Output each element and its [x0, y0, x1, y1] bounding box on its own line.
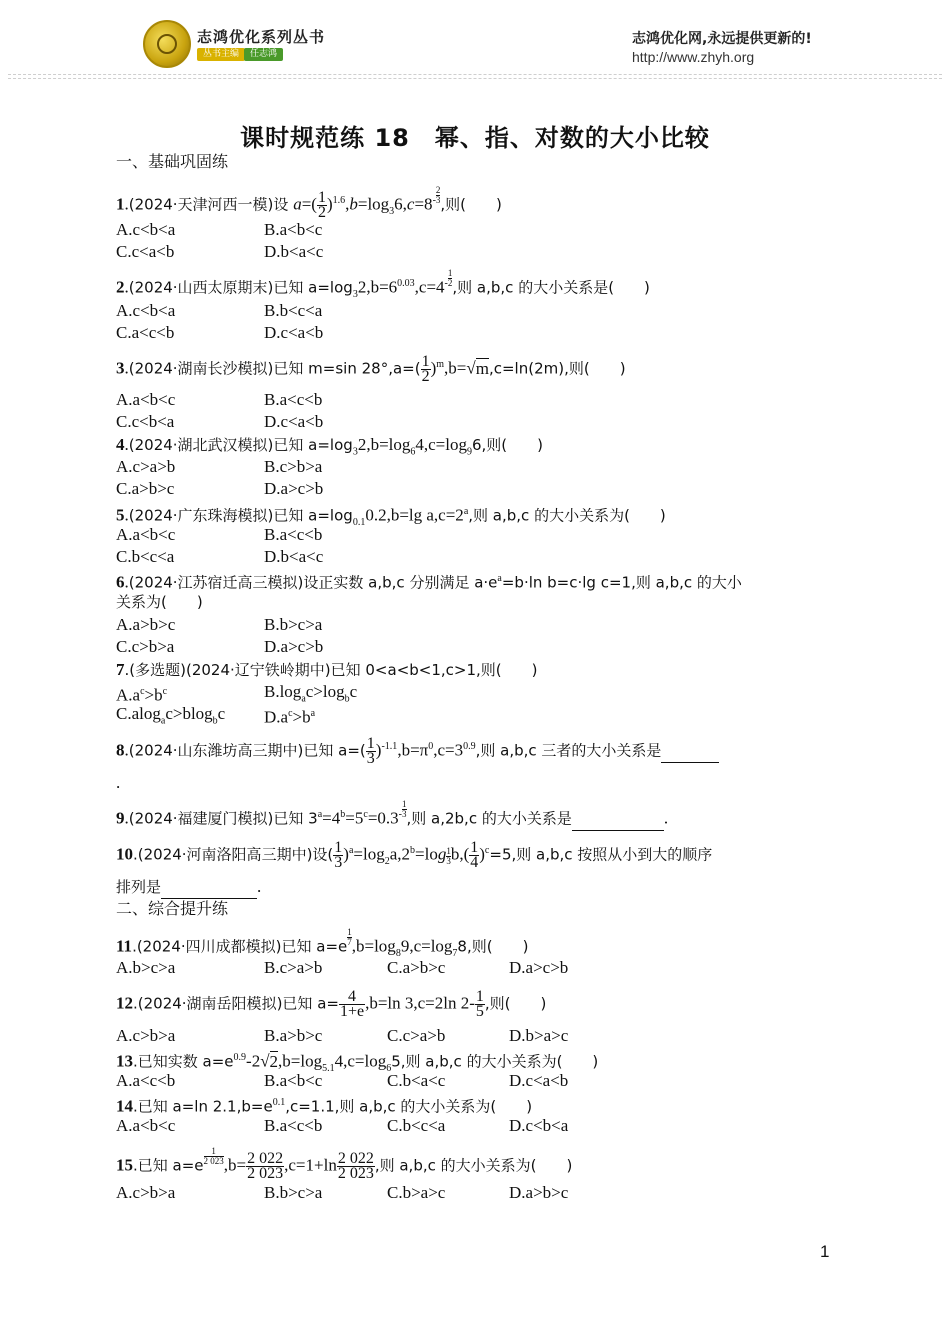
series-brand: 志鸿优化系列丛书 [197, 28, 326, 46]
q1-option-d[interactable]: D.b<a<c [264, 242, 324, 261]
question-12: 12.(2024·湖南岳阳模拟)已知 a= $\frac{4}{1+e}$ ,b=ln 3,c=2ln 2- $\frac{1}{5}$ ,则( ) [116, 988, 547, 1020]
q14-option-b[interactable]: B.a<c<b [264, 1116, 323, 1135]
q5-option-d[interactable]: D.b<a<c [264, 547, 324, 566]
q14-option-a[interactable]: A.a<b<c [116, 1116, 176, 1135]
q5-option-b[interactable]: B.a<c<b [264, 525, 323, 544]
q13-option-c[interactable]: C.b<a<c [387, 1071, 446, 1090]
q15-option-d[interactable]: D.a>b>c [509, 1183, 569, 1202]
q2-option-d[interactable]: D.c<a<b [264, 323, 324, 342]
question-5: 5.(2024·广东珠海模拟)已知 $a=\log_{0.1}0.2,b=\lg$ $a,c=2^a$,则 a,b,c 的大小关系为( ) [116, 505, 666, 529]
question-10-cont: 排列是 . [116, 876, 261, 899]
q11-option-d[interactable]: D.a>c>b [509, 958, 569, 977]
q7-option-b[interactable]: $B.\log_ac>\log_bc$ [264, 682, 358, 705]
question-2: 2.(2024·山西太原期末)已知 $a=\log_32,b=6^{0.03},c=4^-$ $\frac{1}{2}$,则 a,b,c 的大小关系是( ) [116, 268, 650, 301]
q11-option-a[interactable]: A.b>c>a [116, 958, 176, 977]
editor-name-tag: 任志鸿 [244, 48, 283, 61]
q12-option-a[interactable]: A.c>b>a [116, 1026, 176, 1045]
q6-option-d[interactable]: D.a>c>b [264, 637, 324, 656]
q13-option-a[interactable]: A.a<c<b [116, 1071, 176, 1090]
q15-option-b[interactable]: B.b>c>a [264, 1183, 323, 1202]
answer-blank[interactable] [161, 876, 257, 899]
page-header [0, 0, 950, 80]
page-title: 课时规范练 18 幂、指、对数的大小比较 [240, 124, 710, 152]
question-1: 1.(2024·天津河西一模)设 a=( $\frac{1}{2}$ )$^{1.6},b=\log_36,c=8^-$ $\frac{2}{3}$,则( ) [116, 185, 502, 222]
editor-tag: 丛书主编 [197, 48, 245, 61]
q3-option-d[interactable]: D.c<a<b [264, 412, 324, 431]
q2-option-b[interactable]: B.b<c<a [264, 301, 323, 320]
q4-option-c[interactable]: C.a>b>c [116, 479, 175, 498]
section-heading: 一、基础巩固练 [116, 152, 229, 171]
q11-option-b[interactable]: B.c>a>b [264, 958, 323, 977]
q5-option-c[interactable]: C.b<c<a [116, 547, 175, 566]
q4-option-a[interactable]: A.c>a>b [116, 457, 176, 476]
question-7: 7.(多选题)(2024·辽宁铁岭期中)已知 0<a<b<1,c>1,则( ) [116, 660, 538, 679]
q12-option-c[interactable]: C.c>a>b [387, 1026, 446, 1045]
q4-option-b[interactable]: B.c>b>a [264, 457, 323, 476]
header-divider [8, 78, 942, 79]
header-slogan: 志鸿优化网,永远提供更新的! [632, 31, 812, 47]
question-8: 8.(2024·山东潍坊高三期中)已知 a=( $\frac{1}{3}$ )$^{-1.1},b=\pi^0,c=3^{0.9}$,则 a,b,c 三者的大小关系是 [116, 736, 719, 766]
publisher-logo-icon [143, 20, 191, 68]
q15-option-a[interactable]: A.c>b>a [116, 1183, 176, 1202]
question-4: 4.(2024·湖北武汉模拟)已知 $a=\log_32,b=\log_64,c=\log_96$,则( ) [116, 435, 544, 458]
header-url[interactable]: http://www.zhyh.org [632, 49, 755, 65]
q1-option-b[interactable]: B.a<b<c [264, 220, 323, 239]
question-10: 10.(2024·河南洛阳高三期中)设( $\frac{1}{3}$ )$^a=\log_2a,2^b=\log$ $\frac{1}{3}b$,( $\frac{1}{4}$ )$^c$=5,则 a,b,c 按照从小到大的顺序 [116, 839, 713, 872]
q6-option-b[interactable]: B.b>c>a [264, 615, 323, 634]
question-3: 3.(2024·湖南长沙模拟)已知 m=sin 28°,a=( $\frac{1}{2}$ )$^m$,b=√m,c=ln(2m),则( ) [116, 353, 626, 386]
q7-option-a[interactable]: $A.a^c>b^c$ [116, 685, 168, 705]
q12-option-b[interactable]: B.a>b>c [264, 1026, 323, 1045]
q13-option-d[interactable]: D.c<a<b [509, 1071, 569, 1090]
q7-option-d[interactable]: $D.a^c>b^a$ [264, 707, 316, 727]
question-14: 14.已知 a=ln $2.1,b=e^{0.1},c=1.1$,则 a,b,c 的大小关系为( ) [116, 1096, 533, 1116]
question-9: 9.(2024·福建厦门模拟)已知 $3^a=4^b=5^c=0.3^-$ $\frac{1}{3}$,则 a,2b,c 的大小关系是 . [116, 800, 668, 831]
question-11: 11.(2024·四川成都模拟)已知 a=e $\frac{1}{7},b=\log_89,c=\log_78$,则( ) [116, 927, 529, 960]
page-number: 1 [820, 1242, 830, 1261]
header-divider [8, 74, 942, 75]
q3-option-a[interactable]: A.a<b<c [116, 390, 176, 409]
q11-option-c[interactable]: C.a>b>c [387, 958, 446, 977]
q6-option-a[interactable]: A.a>b>c [116, 615, 176, 634]
section-heading: 二、综合提升练 [116, 899, 229, 918]
answer-blank[interactable] [572, 808, 664, 831]
answer-blank[interactable] [661, 740, 719, 763]
q12-option-d[interactable]: D.b>a>c [509, 1026, 569, 1045]
q1-option-a[interactable]: A.c<b<a [116, 220, 176, 239]
q14-option-d[interactable]: D.c<b<a [509, 1116, 569, 1135]
q14-option-c[interactable]: C.b<c<a [387, 1116, 446, 1135]
question-6-cont: 关系为( ) [116, 593, 203, 611]
q6-option-c[interactable]: C.c>b>a [116, 637, 175, 656]
q13-option-b[interactable]: B.a<b<c [264, 1071, 323, 1090]
question-15: 15.已知 a=e $\frac{1}{2 023},b=$ $\frac{2 022}{2 023}$ ,c=1+ln $\frac{2 022}{2 023}$ ,则 a,b,c 的大小关系为( ) [116, 1146, 573, 1183]
q2-option-c[interactable]: C.a<c<b [116, 323, 175, 342]
question-6: 6.(2024·江苏宿迁高三模拟)设正实数 a,b,c 分别满足 $a\cdot e^a=b\cdot\ln$ b=c·lg c=1,则 a,b,c 的大小 [116, 572, 742, 592]
q4-option-d[interactable]: D.a>c>b [264, 479, 324, 498]
q1-option-c[interactable]: C.c<a<b [116, 242, 175, 261]
q3-option-c[interactable]: C.c<b<a [116, 412, 175, 431]
q15-option-c[interactable]: C.b>a>c [387, 1183, 446, 1202]
q7-option-c[interactable]: C.alog$_a$c>blog$_b$c [116, 704, 226, 727]
q3-option-b[interactable]: B.a<c<b [264, 390, 323, 409]
q5-option-a[interactable]: A.a<b<c [116, 525, 176, 544]
question-8-period: . [116, 773, 121, 792]
q2-option-a[interactable]: A.c<b<a [116, 301, 176, 320]
question-13: 13.已知实数 $a=e^{0.9}-2√2,b=\log_{5.1}4,c=\log_65$,则 a,b,c 的大小关系为( ) [116, 1051, 599, 1075]
